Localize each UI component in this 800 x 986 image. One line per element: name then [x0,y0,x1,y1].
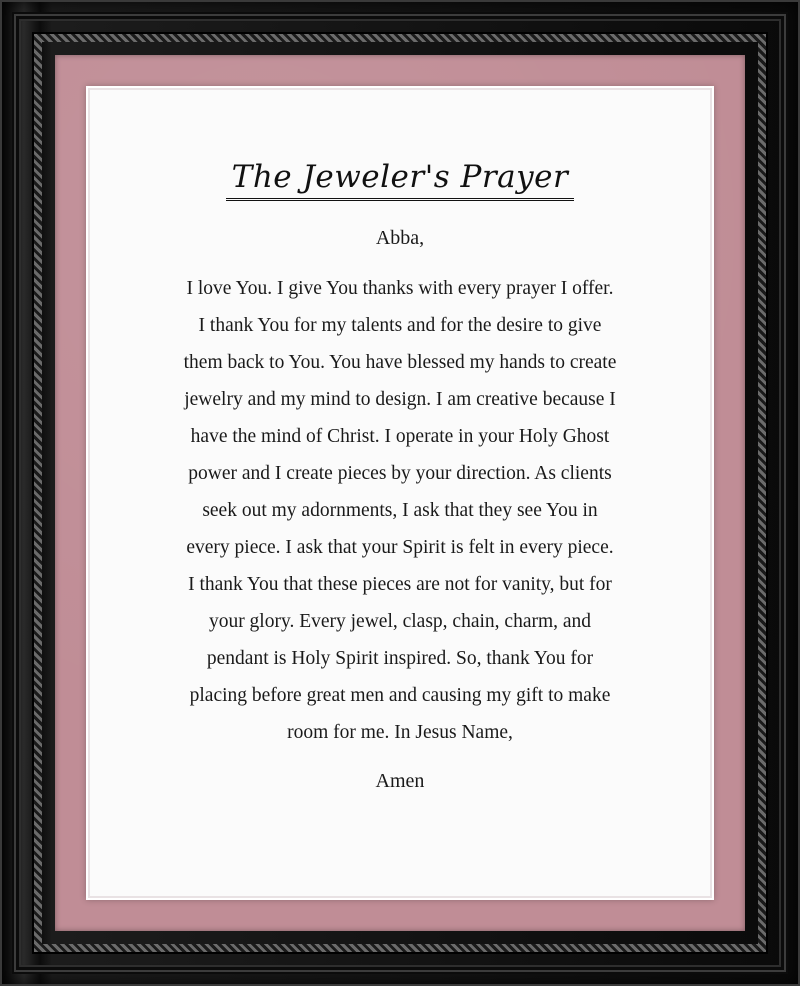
prayer-line: seek out my adornments, I ask that they see You in [202,500,598,521]
prayer-line: your glory. Every jewel, clasp, chain, charm, and [208,611,592,632]
prayer-line: I love You. I give You thanks with every prayer I offer. [186,278,614,299]
prayer-line: placing before great men and causing my gift to make [189,685,611,706]
prayer-line: I thank You that these pieces are not for vanity, but for [188,574,612,595]
prayer-line: them back to You. You have blessed my hands to create [183,352,617,373]
title-wrap [90,160,710,201]
prayer-closing: Amen [375,770,425,792]
prayer-title: The Jeweler's Prayer [226,160,575,201]
prayer-line: jewelry and my mind to design. I am creative because I [184,389,616,410]
prayer-line: every piece. I ask that your Spirit is felt in every piece. [186,537,614,558]
prayer-paper [90,90,710,896]
prayer-line: pendant is Holy Spirit inspired. So, thank You for [206,648,594,669]
prayer-greeting: Abba, [375,227,425,249]
prayer-line: power and I create pieces by your direction. As clients [188,463,612,484]
prayer-body [130,270,670,751]
prayer-line: room for me. In Jesus Name, [287,722,513,743]
prayer-line: have the mind of Christ. I operate in your Holy Ghost [190,426,610,447]
prayer-line: I thank You for my talents and for the desire to give [198,315,602,336]
